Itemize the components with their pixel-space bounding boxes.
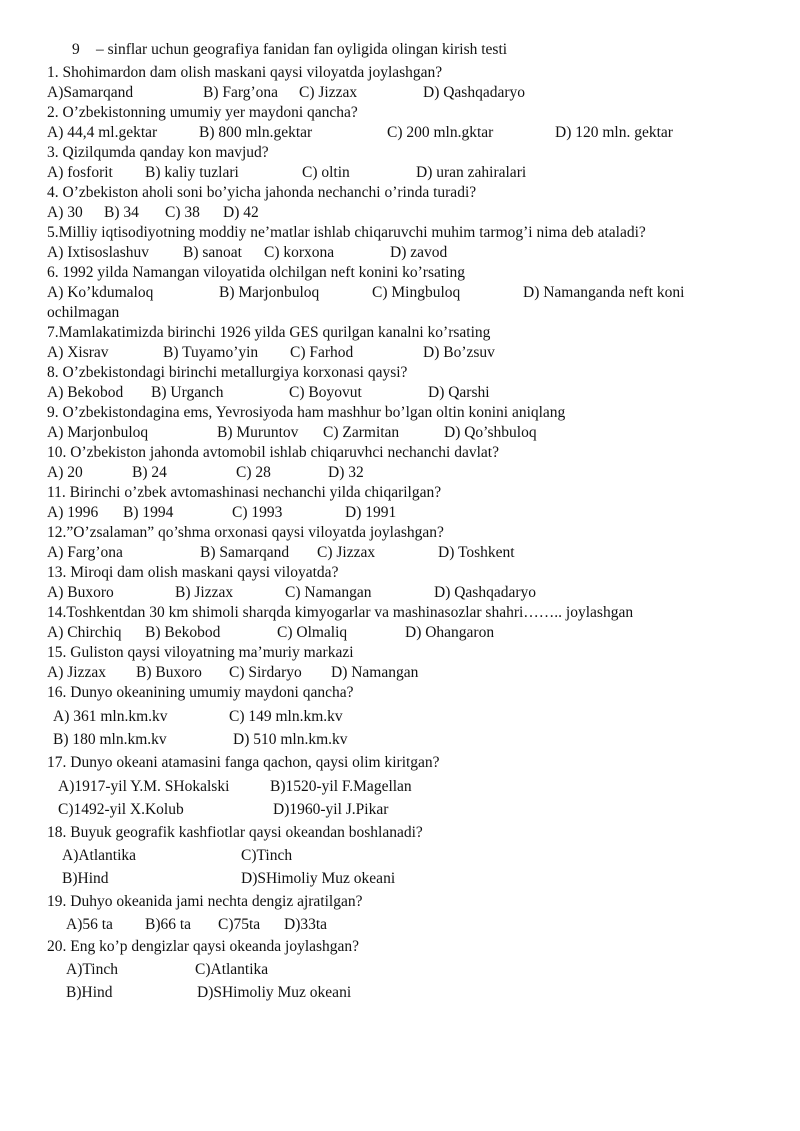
q18-option-b: B)Hind xyxy=(62,870,109,887)
q7-option-d: D) Bo’zsuv xyxy=(423,344,495,361)
q6-option-c: C) Mingbuloq xyxy=(372,284,461,301)
question-7: 7.Mamlakatimizda birinchi 1926 yilda GES qurilgan kanalni ko’rsating xyxy=(47,324,491,341)
q17-option-a: A)1917-yil Y.M. SHokalski xyxy=(58,778,230,795)
q20-option-c: C)Atlantika xyxy=(195,961,269,978)
q17-option-b: B)1520-yil F.Magellan xyxy=(270,778,412,795)
q13-option-d: D) Qashqadaryo xyxy=(434,584,537,601)
question-3: 3. Qizilqumda qanday kon mavjud? xyxy=(47,144,269,161)
q6-option-a: A) Ko’kdumaloq xyxy=(47,284,154,301)
q19-option-c: C)75ta xyxy=(218,916,261,933)
q4-option-c: C) 38 xyxy=(165,204,200,221)
question-17: 17. Dunyo okeani atamasini fanga qachon, qaysi olim kiritgan? xyxy=(47,754,440,771)
q3-option-b: B) kaliy tuzlari xyxy=(145,164,239,181)
q5-option-a: A) Ixtisoslashuv xyxy=(47,244,150,261)
question-10: 10. O’zbekiston jahonda avtomobil ishlab chiqaruvhci nechanchi davlat? xyxy=(47,444,499,461)
question-9: 9. O’zbekistondagina ems, Yevrosiyoda ham mashhur bo’lgan oltin konini aniqlang xyxy=(47,404,566,421)
question-19: 19. Duhyo okeanida jami nechta dengiz ajratilgan? xyxy=(47,893,363,910)
q10-option-d: D) 32 xyxy=(328,464,364,481)
question-12: 12.”O’zsalaman” qo’shma orxonasi qaysi viloyatda joylashgan? xyxy=(47,524,444,541)
title-number: 9 xyxy=(72,41,80,58)
q5-option-d: D) zavod xyxy=(390,244,448,261)
q3-option-a: A) fosforit xyxy=(47,164,113,181)
question-1: 1. Shohimardon dam olish maskani qaysi viloyatda joylashgan? xyxy=(47,64,443,81)
q8-option-c: C) Boyovut xyxy=(289,384,362,401)
q2-option-d: D) 120 mln. gektar xyxy=(555,124,673,141)
question-20: 20. Eng ko’p dengizlar qaysi okeanda joylashgan? xyxy=(47,938,360,955)
q11-option-d: D) 1991 xyxy=(345,504,397,521)
q7-option-c: C) Farhod xyxy=(290,344,354,361)
q12-option-a: A) Farg’ona xyxy=(47,544,123,561)
q6-option-d: D) Namanganda neft koni xyxy=(523,284,685,301)
q16-option-a: A) 361 mln.km.kv xyxy=(53,708,168,725)
q20-option-a: A)Tinch xyxy=(66,961,118,978)
q17-option-c: C)1492-yil X.Kolub xyxy=(58,801,184,818)
q9-option-b: B) Muruntov xyxy=(217,424,299,441)
question-18: 18. Buyuk geografik kashfiotlar qaysi okeandan boshlanadi? xyxy=(47,824,423,841)
question-15: 15. Guliston qaysi viloyatning ma’muriy markazi xyxy=(47,644,354,661)
q15-option-d: D) Namangan xyxy=(331,664,419,681)
q2-option-a: A) 44,4 ml.gektar xyxy=(47,124,158,141)
question-5: 5.Milliy iqtisodiyotning moddiy ne’matlar ishlab chiqaruvchi muhim tarmog’i nima deb ataladi? xyxy=(47,224,646,241)
q10-option-c: C) 28 xyxy=(236,464,271,481)
q11-option-c: C) 1993 xyxy=(232,504,283,521)
q19-option-a: A)56 ta xyxy=(66,916,113,933)
question-8: 8. O’zbekistondagi birinchi metallurgiya korxonasi qaysi? xyxy=(47,364,408,381)
q4-option-d: D) 42 xyxy=(223,204,259,221)
q10-option-b: B) 24 xyxy=(132,464,167,481)
question-13: 13. Miroqi dam olish maskani qaysi viloyatda? xyxy=(47,564,339,581)
q15-option-a: A) Jizzax xyxy=(47,664,106,681)
q16-option-b: B) 180 mln.km.kv xyxy=(53,731,167,748)
q12-option-c: C) Jizzax xyxy=(317,544,376,561)
question-16: 16. Dunyo okeanining umumiy maydoni qancha? xyxy=(47,684,354,701)
q7-option-a: A) Xisrav xyxy=(47,344,109,361)
question-14: 14.Toshkentdan 30 km shimoli sharqda kimyogarlar va mashinasozlar shahri…….. joylashgan xyxy=(47,604,634,621)
q2-option-c: C) 200 mln.gktar xyxy=(387,124,494,141)
q1-option-c: C) Jizzax xyxy=(299,84,358,101)
q9-option-a: A) Marjonbuloq xyxy=(47,424,149,441)
q20-option-b: B)Hind xyxy=(66,984,113,1001)
q16-option-c: C) 149 mln.km.kv xyxy=(229,708,343,725)
q20-option-d: D)SHimoliy Muz okeani xyxy=(197,984,352,1001)
question-4: 4. O’zbekiston aholi soni bo’yicha jahonda nechanchi o’rinda turadi? xyxy=(47,184,477,201)
question-6: 6. 1992 yilda Namangan viloyatida olchilgan neft konini ko’rsating xyxy=(47,264,465,281)
q14-option-b: B) Bekobod xyxy=(145,624,221,641)
q11-option-a: A) 1996 xyxy=(47,504,99,521)
q12-option-d: D) Toshkent xyxy=(438,544,515,561)
question-11: 11. Birinchi o’zbek avtomashinasi nechanchi yilda chiqarilgan? xyxy=(47,484,442,501)
q14-option-a: A) Chirchiq xyxy=(47,624,122,641)
q4-option-b: B) 34 xyxy=(104,204,139,221)
q8-option-a: A) Bekobod xyxy=(47,384,124,401)
q10-option-a: A) 20 xyxy=(47,464,83,481)
q1-option-a: A)Samarqand xyxy=(47,84,134,101)
q5-option-c: C) korxona xyxy=(264,244,335,261)
q13-option-c: C) Namangan xyxy=(285,584,372,601)
q13-option-b: B) Jizzax xyxy=(175,584,234,601)
q3-option-c: C) oltin xyxy=(302,164,350,181)
q13-option-a: A) Buxoro xyxy=(47,584,114,601)
q12-option-b: B) Samarqand xyxy=(200,544,290,561)
q19-option-b: B)66 ta xyxy=(145,916,192,933)
q17-option-d: D)1960-yil J.Pikar xyxy=(273,801,389,818)
q14-option-d: D) Ohangaron xyxy=(405,624,495,641)
q6-option-d-continuation: ochilmagan xyxy=(47,304,120,321)
q14-option-c: C) Olmaliq xyxy=(277,624,348,641)
q3-option-d: D) uran zahiralari xyxy=(416,164,527,181)
q18-option-d: D)SHimoliy Muz okeani xyxy=(241,870,396,887)
q2-option-b: B) 800 mln.gektar xyxy=(199,124,313,141)
q19-option-d: D)33ta xyxy=(284,916,328,933)
question-2: 2. O’zbekistonning umumiy yer maydoni qancha? xyxy=(47,104,358,121)
q8-option-d: D) Qarshi xyxy=(428,384,490,401)
q18-option-c: C)Tinch xyxy=(241,847,293,864)
q18-option-a: A)Atlantika xyxy=(62,847,137,864)
q5-option-b: B) sanoat xyxy=(183,244,242,261)
q9-option-d: D) Qo’shbuloq xyxy=(444,424,537,441)
q16-option-d: D) 510 mln.km.kv xyxy=(233,731,348,748)
q1-option-d: D) Qashqadaryo xyxy=(423,84,526,101)
q1-option-b: B) Farg’ona xyxy=(203,84,279,101)
q4-option-a: A) 30 xyxy=(47,204,83,221)
q15-option-c: C) Sirdaryo xyxy=(229,664,302,681)
q6-option-b: B) Marjonbuloq xyxy=(219,284,320,301)
q8-option-b: B) Urganch xyxy=(151,384,224,401)
q11-option-b: B) 1994 xyxy=(123,504,174,521)
q7-option-b: B) Tuyamo’yin xyxy=(163,344,259,361)
q9-option-c: C) Zarmitan xyxy=(323,424,400,441)
q15-option-b: B) Buxoro xyxy=(136,664,202,681)
page-title: – sinflar uchun geografiya fanidan fan oyligida olingan kirish testi xyxy=(96,41,508,58)
